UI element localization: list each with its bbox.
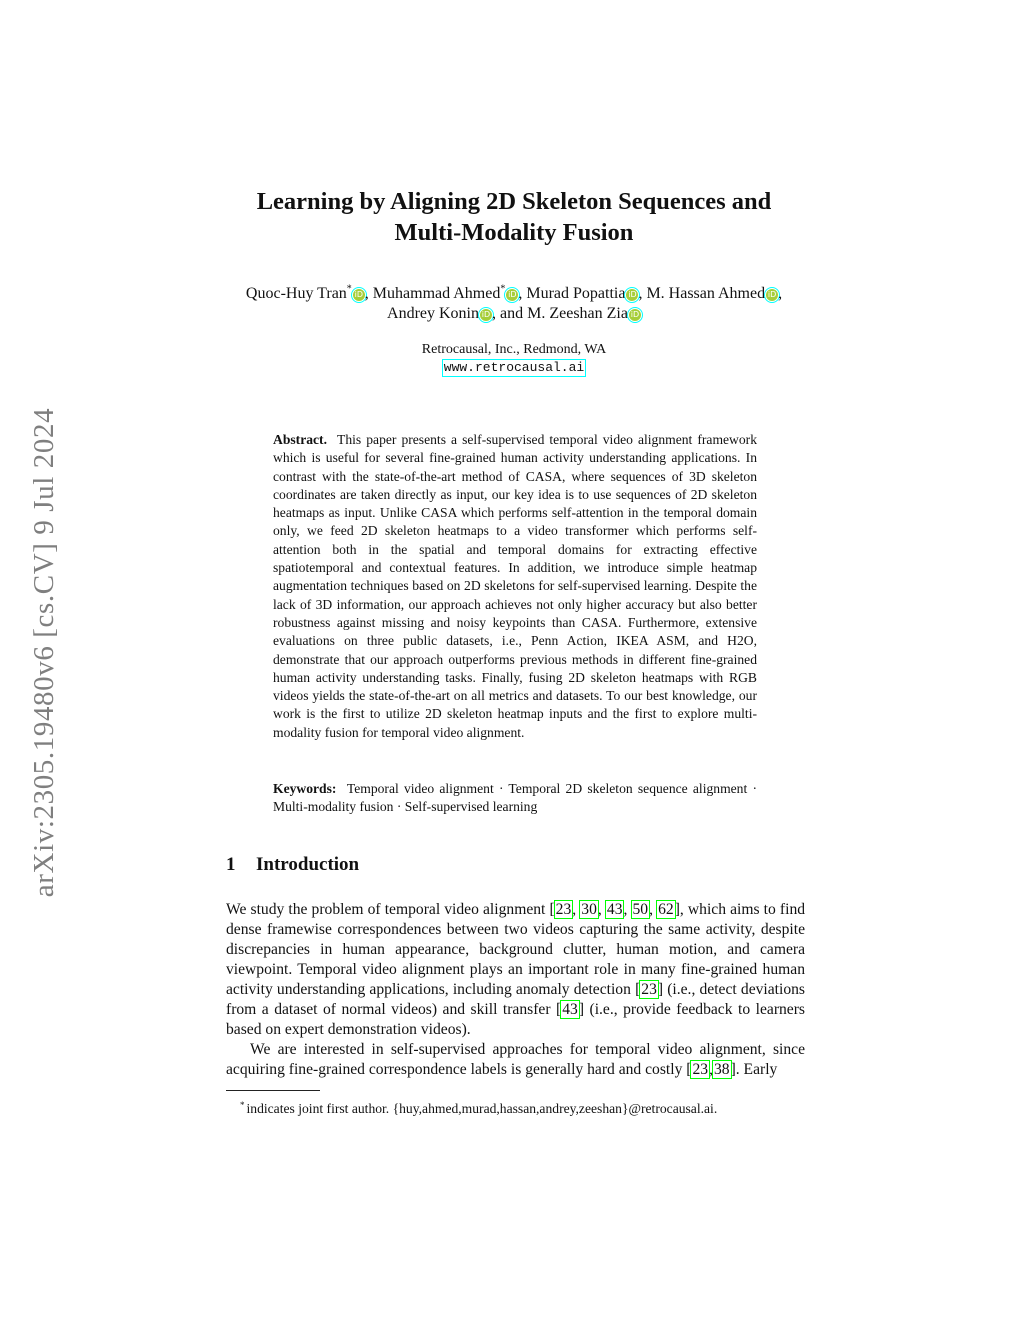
keywords-text: Temporal video alignment · Temporal 2D skeleton sequence alignment · Multi-modality fusion · Self-supervised learning xyxy=(273,781,757,815)
author-item xyxy=(527,305,641,322)
citation-link[interactable]: 38 xyxy=(713,1061,730,1078)
introduction-body xyxy=(226,900,805,1080)
orcid-icon[interactable]: iD xyxy=(630,310,640,319)
author-name: M. Zeeshan Zia xyxy=(527,305,628,322)
paragraph-2: We are interested in self-supervised approaches for temporal video alignment, since acquiring fine-grained correspondence labels is generally hard and costly [23,38]. Early xyxy=(226,1041,805,1078)
author-item xyxy=(387,305,527,322)
abstract xyxy=(273,431,757,742)
orcid-icon[interactable]: iD xyxy=(767,290,777,299)
arxiv-id-text: arXiv:2305.19480v6 [cs.CV] 9 Jul 2024 xyxy=(28,407,61,898)
citation-link[interactable]: 43 xyxy=(562,1001,578,1018)
affiliation: Retrocausal, Inc., Redmond, WA xyxy=(421,342,607,357)
title-line-1: Learning by Aligning 2D Skeleton Sequences and xyxy=(256,188,772,215)
citation-link[interactable]: 30 xyxy=(581,901,597,918)
citation-link[interactable]: 43 xyxy=(606,901,623,918)
author-sep: , xyxy=(364,285,373,302)
author-item xyxy=(246,285,373,302)
author-item xyxy=(373,285,527,302)
website-link[interactable]: www.retrocausal.ai xyxy=(443,360,585,375)
orcid-icon[interactable]: iD xyxy=(481,310,491,319)
citation-link[interactable]: 23 xyxy=(641,981,657,998)
citation-link[interactable]: 62 xyxy=(658,901,674,918)
footnote-divider xyxy=(226,1090,320,1091)
text-run: ]. Early xyxy=(730,1061,778,1078)
keywords xyxy=(273,780,757,817)
footnote xyxy=(226,1096,806,1118)
author-sep: , and xyxy=(492,305,528,322)
orcid-icon[interactable]: iD xyxy=(508,290,517,299)
author-sep: , xyxy=(778,285,783,302)
author-item xyxy=(646,285,782,302)
abstract-label: Abstract. xyxy=(273,432,327,447)
text-run: ] (i.e., provide feedback to learners based on expert demonstration videos). xyxy=(226,1001,805,1038)
citation-link[interactable]: 50 xyxy=(632,901,649,918)
keywords-label: Keywords: xyxy=(273,781,337,796)
paper-title xyxy=(200,186,828,248)
footnote-mark: * xyxy=(240,1100,245,1110)
text-run: We are interested in self-supervised approaches for temporal video alignment, since acquiring fine-grained correspondence labels is generally hard and costly [ xyxy=(226,1041,805,1078)
section-number: 1 xyxy=(226,854,236,875)
author-list xyxy=(200,284,828,324)
author-name: Quoc-Huy Tran xyxy=(245,285,347,302)
author-name: Muhammad Ahmed xyxy=(372,285,501,302)
author-name: Murad Popattia xyxy=(526,285,626,302)
abstract-text: This paper presents a self-supervised temporal video alignment framework which is useful for several fine-grained human activity understanding applications. In contrast with the state-of-the-art method of CASA, where sequences of 3D skeleton coordinates are taken directly as input, our key idea is to use sequences of 2D skeleton heatmaps as input. Unlike CASA which performs self-attention in the temporal domain only, we feed 2D skeleton heatmaps to a video transformer which performs self-attention both in the spatial and temporal domains for extracting effective spatiotemporal and contextual features. In addition, we introduce simple heatmap augmentation techniques based on 2D skeletons for self-supervised learning. Despite the lack of 3D information, our approach achieves not only higher accuracy but also better robustness against missing and noisy keypoints than CASA. Furthermore, extensive evaluations on three public datasets, i.e., Penn Action, IKEA ASM, and H2O, demonstrate that our approach outperforms previous methods in different fine-grained human activity understanding tasks. Finally, fusing 2D skeleton heatmaps with RGB videos yields the state-of-the-art on all metrics and datasets. To our best knowledge, our work is the first to utilize 2D skeleton heatmap inputs and the first to explore multi-modality fusion for temporal video alignment. xyxy=(273,432,757,740)
text-run: ], which aims to find dense framewise correspondences between two videos capturing the same activity, despite discrepancies in human appearance, background clutter, human motion, and camera viewpoint. Temporal video alignment plays an important role in many fine-grained human activity understanding applications, including anomaly detection [ xyxy=(226,901,806,998)
text-run: ] (i.e., detect deviations from a dataset of normal videos) and skill transfer [ xyxy=(226,981,805,1018)
arxiv-identifier xyxy=(24,375,66,930)
section-title: Introduction xyxy=(256,854,360,875)
author-sep: , xyxy=(638,285,647,302)
footnote-text: indicates joint first author. {huy,ahmed,murad,hassan,andrey,zeeshan}@retrocausal.ai. xyxy=(246,1101,718,1116)
orcid-icon[interactable]: iD xyxy=(354,290,363,299)
citation-link[interactable]: 23 xyxy=(555,901,572,918)
orcid-icon[interactable]: iD xyxy=(628,290,637,299)
paragraph-1: We study the problem of temporal video alignment [23, 30, 43, 50, 62], which aims to find dense framewise correspondences between two videos capturing the same activity, despite discrepancies in human appearance, background clutter, human motion, and camera viewpoint. Temporal video alignment plays an important role in many fine-grained human activity understanding applications, including anomaly detection [23] (i.e., detect deviations from a dataset of normal videos) and skill transfer [43] (i.e., provide feedback to learners based on expert demonstration videos). xyxy=(226,901,806,1038)
author-name: M. Hassan Ahmed xyxy=(646,285,766,302)
citation-link[interactable]: 23 xyxy=(692,1061,709,1078)
author-mark: * xyxy=(346,283,352,295)
author-name: Andrey Konin xyxy=(387,305,479,322)
affiliation-block xyxy=(300,341,728,377)
title-line-2: Multi-Modality Fusion xyxy=(394,219,634,246)
author-mark: * xyxy=(500,283,506,295)
author-item xyxy=(526,285,646,302)
text-run: We study the problem of temporal video alignment [ xyxy=(226,901,555,918)
author-sep: , xyxy=(518,285,527,302)
section-heading xyxy=(226,853,806,877)
